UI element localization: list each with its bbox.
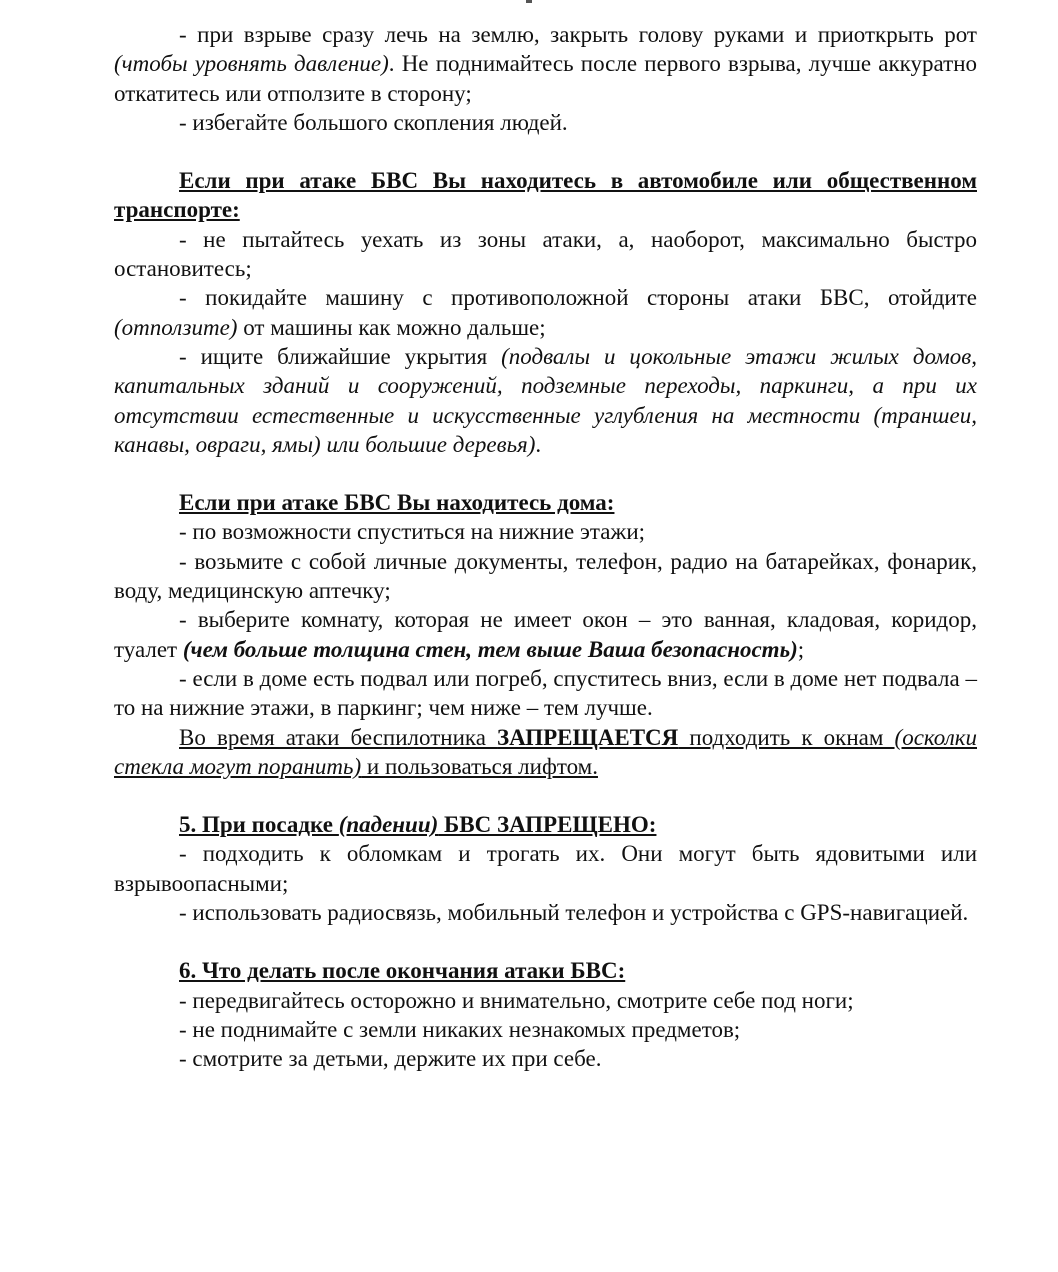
paragraph-take-documents: - возьмите с собой личные документы, телефон, радио на батарейках, фонарик, воду, медицинскую аптечку; xyxy=(114,548,977,604)
paragraph-debris: - подходить к обломкам и трогать их. Они могут быть ядовитыми или взрывоопасными; xyxy=(114,841,977,896)
paragraph-explosion: - при взрыве сразу лечь на землю, закрыть голову руками и приоткрыть рот (чтобы уровнять давление). Не поднимайтесь после первого взрыва, лучше аккуратно откатитесь или отползите в сторону; xyxy=(114,22,978,106)
paragraph-move-carefully: - передвигайтесь осторожно и внимательно, смотрите себе под ноги; xyxy=(179,987,854,1013)
page-edge-mark xyxy=(526,0,532,3)
paragraph-basement: - если в доме есть подвал или погреб, спуститесь вниз, если в доме нет подвала – то на нижние этажи, в паркинг; чем ниже – тем лучше. xyxy=(114,665,977,721)
bold-italic-note: (чем больше толщина стен, тем выше Ваша безопасность) xyxy=(182,636,798,662)
heading-vehicle: Если при атаке БВС Вы находитесь в автомобиле или общественном транспорте: xyxy=(114,168,977,223)
heading-section-5: 5. При посадке (падении) БВС ЗАПРЕЩЕНО: xyxy=(179,812,657,838)
italic-note: (чтобы уровнять давление) xyxy=(114,51,389,77)
paragraph-unknown-objects: - не поднимайте с земли никаких незнакомых предметов; xyxy=(179,1016,741,1042)
italic-note: (осколки стекла могут поранить) xyxy=(114,724,977,779)
paragraph-shelter: - ищите ближайшие укрытия (подвалы и цокольные этажи жилых домов, капитальных зданий и сооружений, подземные переходы, паркинги, а при их отсутствии естественные и искусственные углубления на местности (траншеи, канавы, овраги, ямы) или большие деревья). xyxy=(114,343,977,457)
paragraph-radio: - использовать радиосвязь, мобильный телефон и устройства с GPS-навигацией. xyxy=(179,900,969,926)
italic-note: (отползите) xyxy=(114,314,238,340)
paragraph-leave-vehicle: - покидайте машину с противоположной стороны атаки БВС, отойдите (отползите) от машины как можно дальше; xyxy=(114,285,977,340)
paragraph-lower-floors: - по возможности спуститься на нижние этажи; xyxy=(179,519,646,545)
paragraph-children: - смотрите за детьми, держите их при себе. xyxy=(179,1046,602,1072)
paragraph-choose-room: - выберите комнату, которая не имеет окон – это ванная, кладовая, коридор, туалет (чем больше толщина стен, тем выше Ваша безопасность); xyxy=(114,607,977,662)
paragraph-stop-vehicle: - не пытайтесь уехать из зоны атаки, а, наоборот, максимально быстро остановитесь; xyxy=(114,226,977,282)
heading-section-6: 6. Что делать после окончания атаки БВС: xyxy=(179,958,626,984)
paragraph-avoid-crowds: - избегайте большого скопления людей. xyxy=(179,109,568,135)
paragraph-prohibited-windows: Во время атаки беспилотника ЗАПРЕЩАЕТСЯ подходить к окнам (осколки стекла могут поранить) и пользоваться лифтом. xyxy=(114,724,977,779)
prohibited-word: ЗАПРЕЩАЕТСЯ xyxy=(497,724,679,750)
italic-note: (подвалы и цокольные этажи жилых домов, капитальных зданий и сооружений, подземные переходы, паркинги, а при их отсутствии естественные и искусственные углубления на местности (траншеи, канавы, овраги, ямы) или большие деревья) xyxy=(114,343,977,457)
heading-home: Если при атаке БВС Вы находитесь дома: xyxy=(179,490,615,516)
